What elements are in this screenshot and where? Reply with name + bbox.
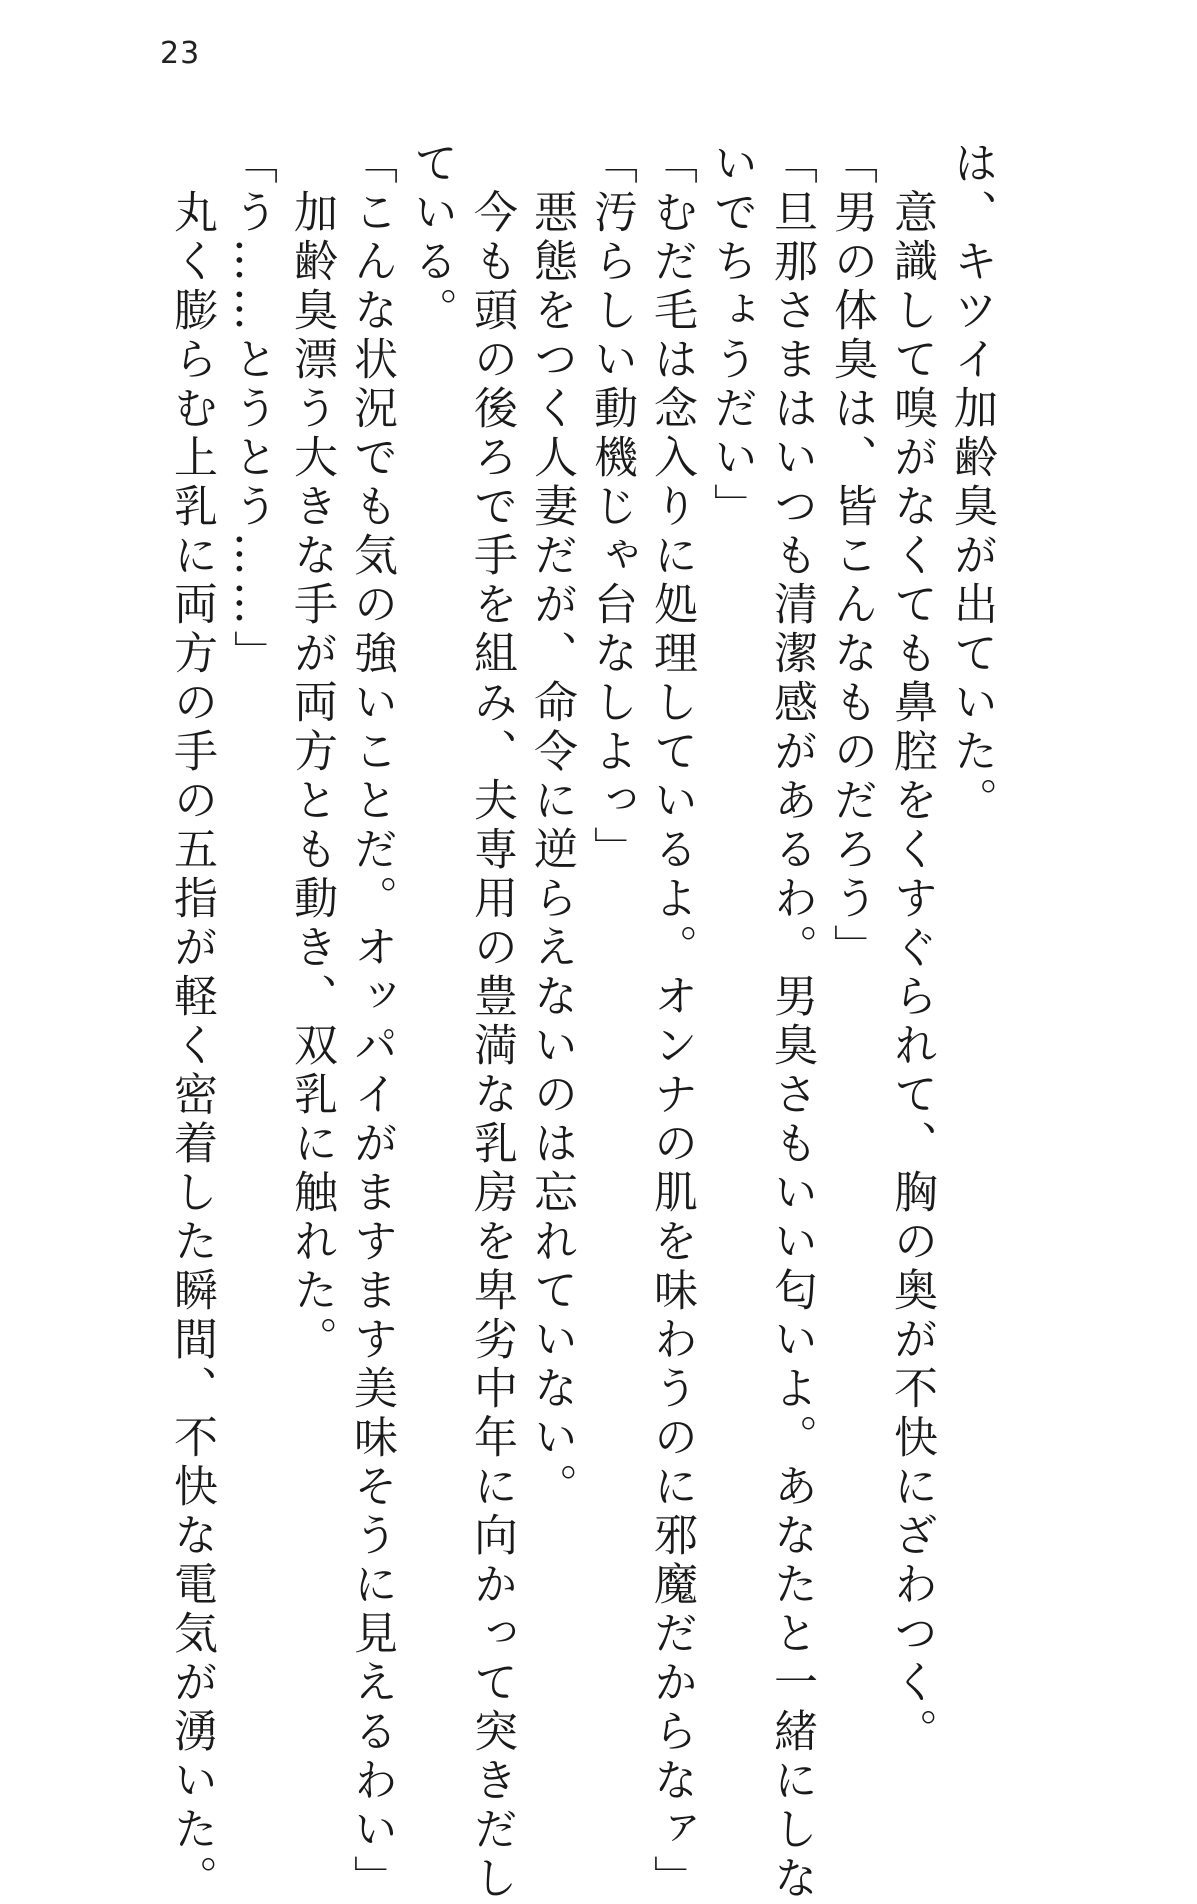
text-line: 丸く膨らむ上乳に両方の手の五指が軽く密着した瞬間、不快な電気が湧いた。: [166, 140, 217, 1904]
text-line: ている。: [406, 140, 457, 336]
text-line: 「むだ毛は念入りに処理しているよ。オンナの肌を味わうのに邪魔だからなァ」: [646, 140, 697, 1904]
text-line: 「こんな状況でも気の強いことだ。オッパイがますます美味そうに見えるわい」: [346, 140, 397, 1904]
vertical-body-text: [161, 140, 1001, 1904]
text-line: 今も頭の後ろで手を組み、夫専用の豊満な乳房を卑劣中年に向かって突きだし: [466, 140, 517, 1904]
text-line: 悪態をつく人妻だが、命令に逆らえないのは忘れていない。: [526, 140, 577, 1512]
text-line: 意識して嗅がなくても鼻腔をくすぐられて、胸の奥が不快にざわつく。: [886, 140, 937, 1757]
text-line: 「旦那さまはいつも清潔感があるわ。男臭さもいい匂いよ。あなたと一緒にしな: [766, 140, 817, 1904]
page-number: 23: [160, 36, 201, 71]
text-line: 加齢臭漂う大きな手が両方とも動き、双乳に触れた。: [286, 140, 337, 1365]
text-line: 「汚らしい動機じゃ台なしよっ」: [586, 140, 637, 875]
text-line: いでちょうだい」: [706, 140, 757, 532]
text-line: 「男の体臭は、皆こんなものだろう」: [826, 140, 877, 973]
text-line: は、キツイ加齢臭が出ていた。: [946, 140, 997, 826]
text-line: 「う……とうとう……」: [226, 140, 277, 679]
